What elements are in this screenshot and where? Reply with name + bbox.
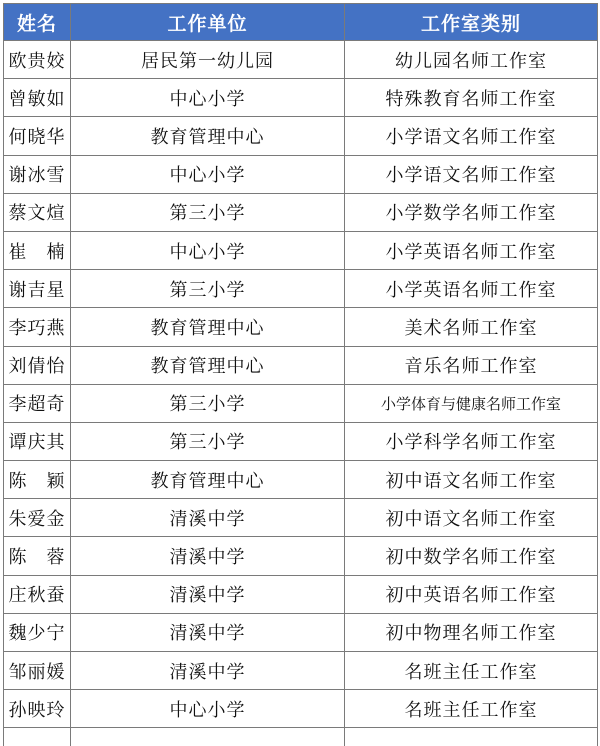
cell-unit: 教育管理中心 bbox=[71, 308, 345, 346]
cell-name: 李超奇 bbox=[4, 384, 71, 422]
cell-name: 谢吉星 bbox=[4, 270, 71, 308]
cell-unit: 清溪中学 bbox=[71, 575, 345, 613]
table-row bbox=[4, 422, 598, 460]
cell-unit: 清溪中学 bbox=[71, 537, 345, 575]
cell-type: 小学体育与健康名师工作室 bbox=[345, 384, 598, 422]
cell-empty bbox=[4, 728, 71, 746]
cell-type: 小学科学名师工作室 bbox=[345, 422, 598, 460]
cell-name: 朱爱金 bbox=[4, 499, 71, 537]
cell-unit: 中心小学 bbox=[71, 79, 345, 117]
table-row bbox=[4, 613, 598, 651]
cell-unit: 第三小学 bbox=[71, 193, 345, 231]
cell-unit: 清溪中学 bbox=[71, 652, 345, 690]
cell-name: 魏少宁 bbox=[4, 613, 71, 651]
cell-name: 陈 蓉 bbox=[4, 537, 71, 575]
cell-name: 谭庆其 bbox=[4, 422, 71, 460]
cell-unit: 教育管理中心 bbox=[71, 461, 345, 499]
table-row bbox=[4, 270, 598, 308]
table-row bbox=[4, 461, 598, 499]
cell-unit: 居民第一幼儿园 bbox=[71, 41, 345, 79]
cell-empty bbox=[345, 728, 598, 746]
table-row bbox=[4, 575, 598, 613]
cell-type: 小学英语名师工作室 bbox=[345, 231, 598, 269]
cell-unit: 教育管理中心 bbox=[71, 346, 345, 384]
cell-name: 蔡文煊 bbox=[4, 193, 71, 231]
cell-name: 孙映玲 bbox=[4, 690, 71, 728]
cell-empty bbox=[71, 728, 345, 746]
header-unit: 工作单位 bbox=[71, 4, 345, 41]
cell-type: 小学语文名师工作室 bbox=[345, 117, 598, 155]
table-row bbox=[4, 41, 598, 79]
teacher-studio-table bbox=[3, 3, 598, 746]
table-row bbox=[4, 117, 598, 155]
cell-type: 初中物理名师工作室 bbox=[345, 613, 598, 651]
cell-unit: 第三小学 bbox=[71, 384, 345, 422]
cell-type: 名班主任工作室 bbox=[345, 652, 598, 690]
cell-unit: 清溪中学 bbox=[71, 613, 345, 651]
table-row bbox=[4, 79, 598, 117]
cell-type: 名班主任工作室 bbox=[345, 690, 598, 728]
table-row bbox=[4, 384, 598, 422]
cell-type: 初中语文名师工作室 bbox=[345, 461, 598, 499]
cell-name: 欧贵姣 bbox=[4, 41, 71, 79]
table-row bbox=[4, 231, 598, 269]
cell-unit: 中心小学 bbox=[71, 155, 345, 193]
table-header bbox=[4, 4, 598, 41]
table-row bbox=[4, 499, 598, 537]
table-row bbox=[4, 193, 598, 231]
cell-type: 小学语文名师工作室 bbox=[345, 155, 598, 193]
cell-name: 陈 颖 bbox=[4, 461, 71, 499]
table-row bbox=[4, 308, 598, 346]
cell-name: 谢冰雪 bbox=[4, 155, 71, 193]
cell-unit: 中心小学 bbox=[71, 690, 345, 728]
cell-name: 李巧燕 bbox=[4, 308, 71, 346]
table-row bbox=[4, 155, 598, 193]
cell-name: 邹丽媛 bbox=[4, 652, 71, 690]
cell-type: 小学数学名师工作室 bbox=[345, 193, 598, 231]
cell-unit: 第三小学 bbox=[71, 422, 345, 460]
table-row bbox=[4, 537, 598, 575]
header-name: 姓名 bbox=[4, 4, 71, 41]
cell-name: 曾敏如 bbox=[4, 79, 71, 117]
table-body bbox=[4, 41, 598, 746]
header-type: 工作室类别 bbox=[345, 4, 598, 41]
table-row bbox=[4, 690, 598, 728]
cell-type: 幼儿园名师工作室 bbox=[345, 41, 598, 79]
header-row bbox=[4, 4, 598, 41]
cell-type: 初中数学名师工作室 bbox=[345, 537, 598, 575]
cell-unit: 清溪中学 bbox=[71, 499, 345, 537]
cell-name: 庄秋蚕 bbox=[4, 575, 71, 613]
cell-unit: 教育管理中心 bbox=[71, 117, 345, 155]
cell-type: 初中英语名师工作室 bbox=[345, 575, 598, 613]
cell-type: 初中语文名师工作室 bbox=[345, 499, 598, 537]
cell-name: 何晓华 bbox=[4, 117, 71, 155]
cell-type: 音乐名师工作室 bbox=[345, 346, 598, 384]
cell-unit: 中心小学 bbox=[71, 231, 345, 269]
cell-type: 特殊教育名师工作室 bbox=[345, 79, 598, 117]
cell-unit: 第三小学 bbox=[71, 270, 345, 308]
cell-type: 小学英语名师工作室 bbox=[345, 270, 598, 308]
cell-name: 刘倩怡 bbox=[4, 346, 71, 384]
table-row-partial bbox=[4, 728, 598, 746]
table-row bbox=[4, 652, 598, 690]
cell-type: 美术名师工作室 bbox=[345, 308, 598, 346]
table-row bbox=[4, 346, 598, 384]
cell-name: 崔 楠 bbox=[4, 231, 71, 269]
